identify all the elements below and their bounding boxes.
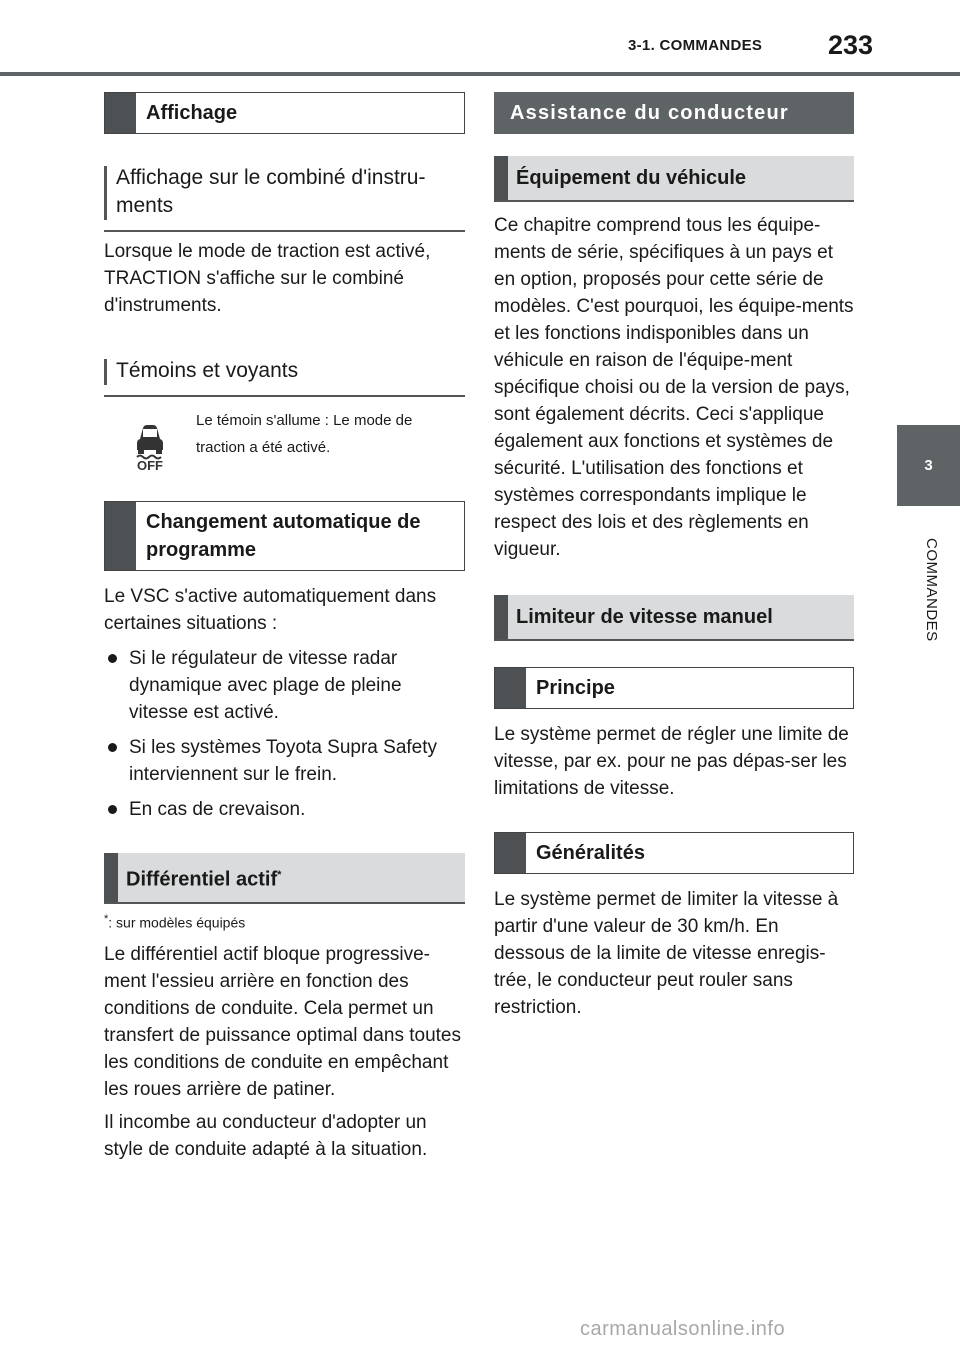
equipement-text: Ce chapitre comprend tous les équipe-ments de série, spécifiques à un pays et en option, proposés pour cette série de modèles. C'est pourquoi, les équipe-ments et les fonctions indisponibles dans un véhicule en raison de l'équipe-ment spécifique choisi ou de la version de pays, sont également décrits. Ceci s'applique également aux fonctions et systèmes de sécurité. L'utilisation des fonctions et systèmes correspondants implique le respect des lois et des règlements en vigueur. (494, 215, 854, 560)
generalites-text: Le système permet de limiter la vitesse à partir d'une valeur de 30 km/h. En dessous de la limite de vitesse enregis-trée, le conducteur peut rouler sans restriction. (494, 889, 839, 1018)
footnote-mark: * (104, 912, 109, 925)
principe-heading (494, 667, 854, 709)
differentiel-text-1: Le différentiel actif bloque progressive-ment l'essieu arrière en fonction des conditions de conduite. Cela permet un transfert de puissance optimal dans toutes les conditions de conduite en empêchant les roues arrière de patiner. (104, 944, 461, 1101)
differentiel-heading (104, 853, 465, 904)
list-item: Si le régulateur de vitesse radar dynamique avec plage de pleine vitesse est activé. (104, 645, 465, 726)
affichage-text: Lorsque le mode de traction est activé, TRACTION s'affiche sur le combiné d'instruments. (104, 241, 431, 316)
chapter-tab: 3 (897, 425, 960, 506)
principe-title: Principe (536, 677, 615, 699)
indicator-text: Le témoin s'allume : Le mode de traction a été activé. (196, 412, 413, 456)
limiteur-heading (494, 595, 854, 641)
list-item: Si les systèmes Toyota Supra Safety interviennent sur le frein. (104, 734, 465, 788)
affichage-heading (104, 92, 465, 134)
traction-off-icon (104, 407, 196, 471)
limiteur-title: Limiteur de vitesse manuel (516, 606, 773, 628)
generalites-title: Généralités (536, 842, 645, 864)
differentiel-sup: * (277, 869, 282, 881)
chapter-label: COMMANDES (923, 538, 940, 642)
differentiel-title: Différentiel actif (126, 868, 278, 891)
equipement-heading (494, 156, 854, 202)
svg-text:OFF: OFF (137, 458, 163, 471)
left-column (104, 92, 465, 1163)
assistance-heading: Assistance du conducteur (494, 92, 854, 134)
list-item: En cas de crevaison. (104, 796, 465, 823)
page-number: 233 (828, 30, 874, 60)
affichage-title: Affichage (146, 102, 238, 124)
equipement-title: Équipement du véhicule (516, 167, 747, 189)
changement-heading (104, 501, 465, 571)
right-column (494, 92, 854, 1021)
footnote (104, 910, 465, 932)
changement-title: Changement automatique de programme (146, 511, 421, 561)
affichage-subheading (104, 156, 465, 232)
indicator-row (104, 407, 465, 471)
footnote-text: : sur modèles équipés (108, 914, 246, 931)
section-title: 3-1. COMMANDES (628, 37, 763, 54)
header-rule (0, 72, 960, 76)
affichage-sub-title: Affichage sur le combiné d'instru-ments (116, 166, 426, 217)
differentiel-title-wrap (118, 853, 289, 902)
temoins-subheading (104, 349, 465, 397)
changement-text: Le VSC s'active automatiquement dans certaines situations : (104, 586, 437, 634)
principe-text: Le système permet de régler une limite de vitesse, par ex. pour ne pas dépas-ser les limitations de vitesse. (494, 724, 849, 799)
watermark: carmanualsonline.info (580, 1318, 786, 1340)
differentiel-text-2: Il incombe au conducteur d'adopter un style de conduite adapté à la situation. (104, 1112, 428, 1161)
generalites-heading (494, 832, 854, 874)
temoins-sub-title: Témoins et voyants (116, 359, 299, 382)
bullet-list (104, 645, 465, 823)
